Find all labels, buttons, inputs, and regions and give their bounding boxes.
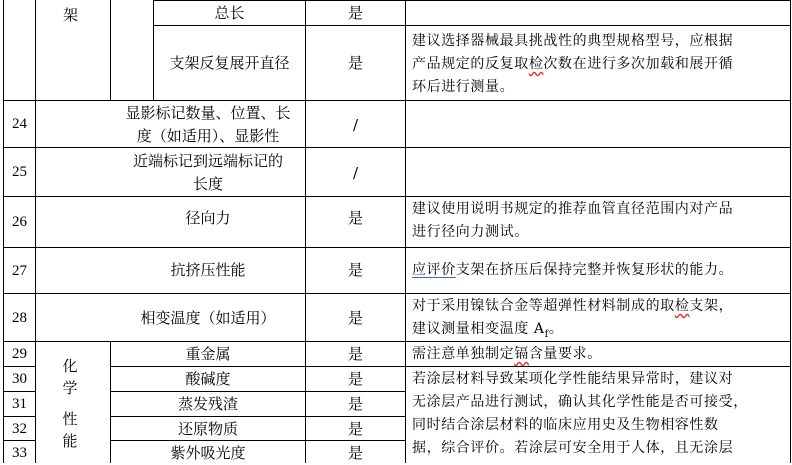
item-cell: 紫外吸光度	[170, 444, 246, 462]
row-line	[3, 247, 791, 248]
note-cell: 需注意单独制定镉含量要求。	[412, 346, 602, 362]
row-line	[3, 293, 791, 294]
row-number: 28	[12, 310, 27, 326]
col-line	[405, 0, 406, 463]
chem-note-cell: 若涂层材料导致某项化学性能结果异常时，建议对 无涂层产品进行测试，确认其化学性能是否可接受， 同时结合涂层材料的临床应用史及生物相容性数 据，综合评价。若涂层可安全用于人体，且无涂层	[412, 371, 748, 456]
item-cell: 近端标记到远端标记的	[132, 152, 283, 170]
row-number: 26	[12, 214, 27, 230]
row-line	[153, 25, 791, 26]
applicable-cell: 是	[347, 54, 363, 72]
row-number: 31	[12, 396, 27, 412]
row-number: 33	[12, 445, 27, 461]
applicable-cell: 是	[347, 370, 363, 388]
item-cell: 重金属	[185, 345, 231, 363]
applicable-cell: 是	[347, 209, 363, 227]
note-cell: 建议选择器械最具挑战性的典型规格型号，应根据 产品规定的反复取检次数在进行多次加载和展开循 环后进行测量。	[412, 33, 734, 95]
applicable-cell: 是	[347, 420, 363, 438]
item-cell: 酸碱度	[185, 370, 231, 388]
row-line	[3, 196, 791, 197]
item-cell: 显影标记数量、位置、长	[125, 104, 291, 122]
applicable-cell: /	[352, 164, 359, 182]
item-cell: 度（如适用）、显影性	[136, 127, 280, 145]
applicable-cell: 是	[347, 4, 363, 22]
row-number: 29	[12, 346, 27, 362]
applicable-cell: 是	[347, 309, 363, 327]
applicable-cell: 是	[347, 444, 363, 462]
item-cell: 总长	[214, 4, 245, 22]
row-number: 30	[12, 371, 27, 387]
note-cell: 对于采用镍钛合金等超弹性材料制成的取检支架， 建议测量相变温度 $A_f$。	[412, 298, 734, 340]
row-number: 24	[12, 116, 27, 132]
row-number: 25	[12, 164, 27, 180]
col-line	[790, 0, 791, 463]
item-cell: 还原物质	[177, 420, 238, 438]
row-number: 32	[12, 421, 27, 437]
col-line	[35, 0, 36, 463]
applicable-cell: 是	[347, 261, 363, 279]
note-cell: 建议使用说明书规定的推荐血管直径范围内对产品 进行径向力测试。	[412, 201, 734, 240]
item-cell: 径向力	[185, 209, 231, 227]
applicable-cell: 是	[347, 395, 363, 413]
note-cell: 应评价支架在挤压后保持完整并恢复形状的能力。	[412, 262, 734, 278]
col-line	[110, 0, 111, 100]
item-cell: 蒸发残渣	[177, 395, 238, 413]
item-cell: 相变温度（如适用）	[140, 309, 276, 327]
applicable-cell: 是	[347, 345, 363, 363]
item-cell: 支架反复展开直径	[169, 54, 290, 72]
applicable-cell: /	[352, 116, 359, 134]
item-cell: 抗挤压性能	[170, 261, 246, 279]
item-cell: 长度	[192, 175, 223, 193]
row-number: 27	[12, 263, 27, 279]
group-frame-label: 架	[63, 6, 79, 24]
